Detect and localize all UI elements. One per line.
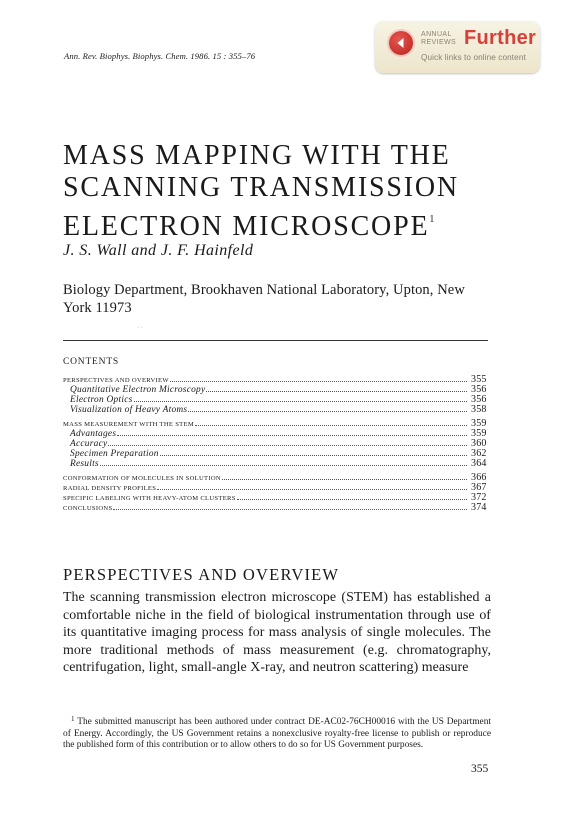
toc-leader-dots <box>160 455 467 456</box>
toc-entry-title: CONFORMATION OF MOLECULES IN SOLUTION <box>63 475 221 482</box>
toc-leader-dots <box>100 465 467 466</box>
toc-entry[interactable] <box>63 448 491 458</box>
annual-reviews-logo: ANNUAL REVIEWS <box>421 31 457 46</box>
toc-entry[interactable] <box>63 394 491 404</box>
toc-entry-page: 374 <box>471 502 487 513</box>
section-heading: PERSPECTIVES AND OVERVIEW <box>63 565 340 584</box>
toc-leader-dots <box>157 489 467 490</box>
contents-heading: CONTENTS <box>63 357 120 367</box>
title-line: MASS MAPPING WITH THE <box>63 140 451 171</box>
toc-entry-title: RADIAL DENSITY PROFILES <box>63 485 157 492</box>
scan-specks: · · <box>137 325 143 331</box>
toc-entry-page: 355 <box>471 374 487 385</box>
affiliation: Biology Department, Brookhaven National Laboratory, Upton, New York 11973 <box>63 282 465 316</box>
toc-entry-page: 359 <box>471 418 487 429</box>
toc-entry-page: 372 <box>471 492 487 503</box>
toc-entry-title: CONCLUSIONS <box>63 505 113 512</box>
page-number: 355 <box>471 763 489 775</box>
title-line: SCANNING TRANSMISSION <box>63 172 459 203</box>
toc-entry[interactable] <box>63 492 491 502</box>
article-title <box>63 140 533 243</box>
title-footnote-mark[interactable]: 1 <box>429 214 435 225</box>
toc-entry[interactable] <box>63 418 491 428</box>
toc-entry[interactable] <box>63 404 491 414</box>
toc-leader-dots <box>117 435 467 436</box>
body-paragraph: The scanning transmission electron microscope (STEM) has established a comfortable niche in the field of biological instrumentation through use of its quantitative imaging process for mass analysis of single molecules. The more traditional methods of mass measurement (e.g. chromatography, centrifugation, light, small-angle X-ray, and neutron scattering) measure <box>63 590 491 676</box>
toc-entry-title: Quantitative Electron Microscopy <box>70 385 206 395</box>
toc-entry-page: 358 <box>471 404 487 415</box>
toc-entry[interactable] <box>63 472 491 482</box>
toc-entry[interactable] <box>63 428 491 438</box>
toc-entry-page: 359 <box>471 428 487 439</box>
table-of-contents <box>63 374 491 512</box>
toc-entry-page: 360 <box>471 438 487 449</box>
arrow-left-icon <box>389 31 413 55</box>
toc-leader-dots <box>222 479 467 480</box>
further-badge[interactable] <box>375 21 540 73</box>
toc-leader-dots <box>237 499 467 500</box>
toc-entry-title: SPECIFIC LABELING WITH HEAVY-ATOM CLUSTERS <box>63 495 236 502</box>
authors: J. S. Wall and J. F. Hainfeld <box>63 242 254 259</box>
toc-entry-title: Advantages <box>70 429 117 439</box>
toc-entry[interactable] <box>63 502 491 512</box>
toc-leader-dots <box>108 445 467 446</box>
toc-entry-page: 356 <box>471 384 487 395</box>
toc-entry-title: Results <box>70 459 99 469</box>
quick-links-text: Quick links to online content <box>421 53 526 62</box>
toc-leader-dots <box>188 411 467 412</box>
toc-entry-title: PERSPECTIVES AND OVERVIEW <box>63 377 169 384</box>
toc-entry[interactable] <box>63 438 491 448</box>
footnote-mark: 1 <box>71 715 75 723</box>
toc-entry-title: Visualization of Heavy Atoms <box>70 405 188 415</box>
divider <box>63 340 488 341</box>
toc-leader-dots <box>206 391 467 392</box>
toc-entry[interactable] <box>63 374 491 384</box>
toc-entry[interactable] <box>63 482 491 492</box>
toc-entry-page: 364 <box>471 458 487 469</box>
toc-entry-page: 366 <box>471 472 487 483</box>
toc-leader-dots <box>195 425 467 426</box>
toc-entry-title: Accuracy <box>70 439 108 449</box>
toc-entry-page: 362 <box>471 448 487 459</box>
toc-entry-title: Electron Optics <box>70 395 133 405</box>
toc-leader-dots <box>134 401 467 402</box>
toc-leader-dots <box>113 509 467 510</box>
toc-leader-dots <box>170 381 467 382</box>
toc-entry[interactable] <box>63 458 491 468</box>
toc-entry-page: 356 <box>471 394 487 405</box>
footnote <box>63 714 491 752</box>
footnote-text: The submitted manuscript has been authored under contract DE-AC02-76CH00016 with the US Department of Energy. Accordingly, the US Government retains a nonexclusive royalty-free license to publish or reproduce the published form of this contribution or to allow others to do so for US Government purposes. <box>63 717 491 751</box>
toc-entry-title: MASS MEASUREMENT WITH THE STEM <box>63 421 194 428</box>
journal-reference: Ann. Rev. Biophys. Biophys. Chem. 1986. 15 : 355–76 <box>64 51 256 61</box>
toc-entry[interactable] <box>63 384 491 394</box>
toc-entry-page: 367 <box>471 482 487 493</box>
title-line: ELECTRON MICROSCOPE <box>63 211 430 242</box>
further-label: Further <box>464 27 537 49</box>
toc-entry-title: Specimen Preparation <box>70 449 159 459</box>
